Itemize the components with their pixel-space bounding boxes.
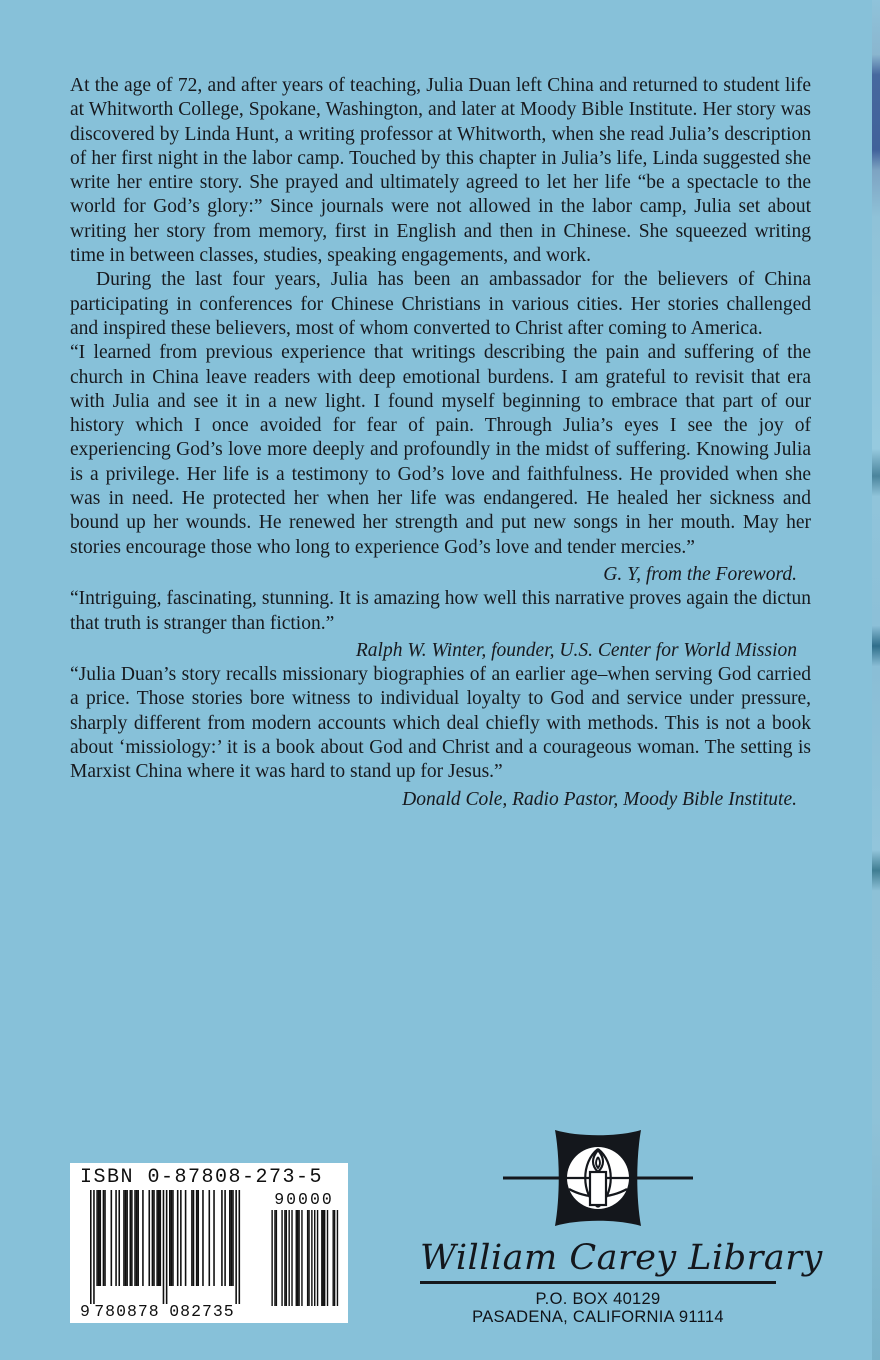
barcode-digit-prefix: 9 <box>80 1302 90 1320</box>
publisher-logo <box>420 1124 776 1238</box>
endorsement-quote-3: “Julia Duan’s story recalls missionary biographies of an earlier age–when serving God carried a price. Those stories bore witness to individual loyalty to God and service under pressure, sharply different from modern accounts which deal chiefly with methods. This is not a book about ‘missiology:’ it is a book about God and Christ and a courageous woman. The setting is Marxist China where it was hard to stand up for Jesus.” <box>70 664 811 783</box>
bio-paragraph-1: At the age of 72, and after years of teaching, Julia Duan left China and returned to student life at Whitworth College, Spokane, Washington, and later at Moody Bible Institute. Her story was discovered by Linda Hunt, a writing professor at Whitworth, when she read Julia’s description of her first night in the labor camp. Touched by this chapter in Julia’s life, Linda suggested she write her entire story. She prayed and ultimately agreed to let her life “be a spectacle to the world for God’s glory:” Since journals were not allowed in the labor camp, Julia set about writing her story from memory, first in English and then in Chinese. She squeezed writing time in between classes, studies, speaking engagements, and work. <box>70 75 811 267</box>
ean5-supplement-bars <box>271 1210 338 1306</box>
ean13-barcode <box>78 1190 340 1320</box>
barcode-supplement-number: 90000 <box>274 1190 334 1209</box>
publisher-address-line2: PASADENA, CALIFORNIA 91114 <box>472 1308 724 1326</box>
publisher-block <box>420 1124 823 1326</box>
ean13-bars <box>90 1190 240 1304</box>
publisher-address-line1: P.O. BOX 40129 <box>535 1290 661 1308</box>
isbn-barcode-panel <box>70 1163 348 1323</box>
barcode-digits-right: 082735 <box>169 1302 235 1320</box>
publisher-name: William Carey Library <box>420 1238 823 1278</box>
barcode-digits-left: 780878 <box>94 1302 160 1320</box>
endorsement-attribution-1: G. Y, from the Foreword. <box>603 563 797 585</box>
endorsement-attribution-2: Ralph W. Winter, founder, U.S. Center for World Mission <box>355 639 797 661</box>
book-page-edge <box>872 0 880 1360</box>
endorsement-quote-2: “Intriguing, fascinating, stunning. It is amazing how well this narrative proves again the dictun that truth is stranger than fiction.” <box>70 588 811 634</box>
back-cover-text <box>70 74 811 812</box>
endorsement-quote-1: “I learned from previous experience that writings describing the pain and suffering of the church in China leave readers with deep emotional burdens. I am grateful to revisit that era with Julia and see it in a new light. I found myself beginning to embrace that part of our history which I once avoided for fear of pain. Through Julia’s eyes I see the joy of experiencing God’s love more deeply and profoundly in the midst of suffering. Knowing Julia is a privilege. Her life is a testimony to God’s love and faithfulness. He provided when she was in need. He protected her when her life was endangered. He healed her sickness and bound up her wounds. He renewed her strength and put new songs in her mouth. May her stories encourage those who long to experience God’s love and tender mercies.” <box>70 342 811 558</box>
endorsement-attribution-3: Donald Cole, Radio Pastor, Moody Bible Institute. <box>402 788 797 810</box>
candle-globe-icon <box>503 1124 693 1236</box>
publisher-rule <box>420 1281 776 1284</box>
isbn-label: ISBN 0-87808-273-5 <box>80 1166 324 1189</box>
bio-paragraph-2: During the last four years, Julia has been an ambassador for the believers of China participating in conferences for Chinese Christians in various cities. Her stories challenged and inspired these believers, most of whom converted to Christ after coming to America. <box>70 269 811 339</box>
